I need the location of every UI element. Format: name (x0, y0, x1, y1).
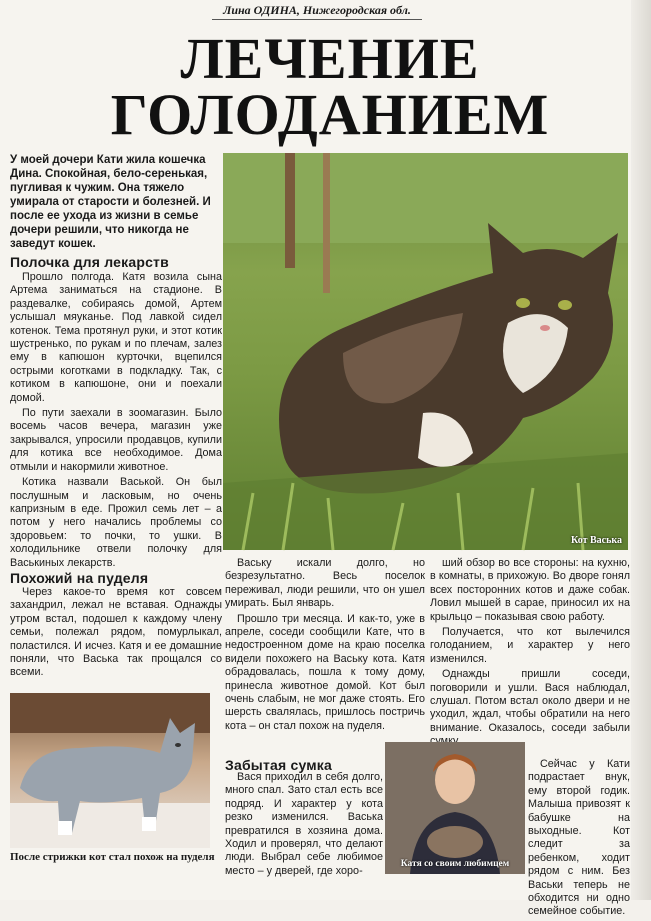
shaved-cat-caption: После стрижки кот стал похож на пуделя (10, 851, 215, 863)
shaved-cat-photo (10, 693, 210, 848)
katya-photo (385, 742, 525, 874)
cat-photo-caption: Кот Васька (570, 535, 622, 546)
paragraph: ший обзор во все стороны: на кухню, в комнаты, в прихожую. Во дворе гонял всех посторонних котов и даже собак. Ловил мышей в сарае, приносил их на крыльцо – показывая свою работу. (430, 557, 630, 623)
katya-photo-caption: Катя со своим любимцем (400, 859, 510, 869)
headline-line-1: ЛЕЧЕНИЕ (180, 26, 480, 91)
adjacent-page-edge (631, 0, 651, 900)
column-2 (225, 557, 425, 735)
cat-photo (223, 153, 628, 550)
shaved-cat-illustration (10, 693, 210, 848)
paragraph: Однажды пришли соседи, поговорили и ушли. Вася наблюдал, слушал. Потом встал около двери и не уходил, ждал, чтобы обратили на него внимание. Оказалось, соседи забыли (430, 668, 630, 734)
column-2-lower (225, 771, 383, 880)
column-1-lower (10, 586, 222, 682)
paragraph: По пути заехали в зоомагазин. Было восемь часов вечера, магазин уже закрывался, упросили продавцов, купили для котика все необходимое. Дома отмыли и накормили животное. (10, 407, 222, 473)
paragraph: Прошло полгода. Катя возила сына Артема заниматься на стадионе. В раздевалке, собираясь домой, Артем услышал мяуканье. Под лавкой сидел котенок. Тема протянул руки, и этот котик шустренько, по рукам и по плечам, залез ему в капюшон курточки, вцепился острыми коготками в подкладку. Так, с котиком в капюшоне, они и поехали домой. (10, 271, 222, 404)
section-heading-pudel: Похожий на пуделя (10, 570, 149, 586)
lead-paragraph: У моей дочери Кати жила кошечка Дина. Спокойная, бело-серенькая, пугливая к чужим. Она тяжело умирала от старости и болезней. И после ее ухода из жизни в семье дочери решили, что никогда не заведут кошек. (10, 154, 211, 250)
section-heading-polochka: Полочка для лекарств (10, 254, 169, 270)
cat-illustration (223, 153, 628, 550)
katya-illustration (385, 742, 525, 874)
paragraph: Через какое-то время кот совсем захандрил, лежал не вставая. Однажды утром встал, подошел к каждому члену семьи, полежал рядом, помурлыкал, поластился. И исчез. Катя и ее домашние поняли, что Васька так прощался со всеми. (10, 586, 222, 679)
paragraph: Прошло три месяца. И как-то, уже в апреле, соседи сообщили Кате, что в недостроенном доме на краю поселка видели похожего на Ваську кота. Катя обрадовалась, пошла к тому дому, принесла животное домой. Кот был очень слабым, не мог даже стоять. Его шерсть свалялась, пришлось постричь кота – он стал похож на пуделя. (225, 612, 425, 732)
section-heading-sumka: Забытая сумка (225, 757, 332, 773)
byline: Лина ОДИНА, Нижегородская обл. (212, 2, 422, 20)
paragraph: Ваську искали долго, но безрезультатно. Весь поселок переживал, люди решили, что он ушел умирать. Был январь. (225, 557, 425, 610)
paragraph: Сейчас у Кати подрастает внук, ему второй годик. Малыша привозят к бабушке на выходные. Кот следит за ребенком, ходит рядом с ним. Без Васьки теперь не обходится ни одно семейное событие. (528, 758, 630, 918)
paragraph: Получается, что кот вылечился голоданием, и характер у него изменился. (430, 626, 630, 665)
column-1-upper (10, 271, 222, 572)
paragraph: Котика назвали Васькой. Он был послушным и ласковым, но очень капризным в еде. Прожил семь лет – а потом у него начались проблемы со здоровьем: то почки, то ушки. В холодильнике отвели полочку для Васькиных лекарств. (10, 476, 222, 569)
headline-line-2: ГОЛОДАНИЕМ (110, 82, 550, 147)
paragraph: Вася приходил в себя долго, много спал. Зато стал есть все подряд. И характер у кота резко изменился. Васька превратился в хозяина дома. Ходил и проверял, что делают люди. Выбрал себе любимое место – у дверей, где хоро- (225, 771, 383, 877)
column-3 (430, 557, 630, 751)
column-3-lower (528, 758, 630, 921)
